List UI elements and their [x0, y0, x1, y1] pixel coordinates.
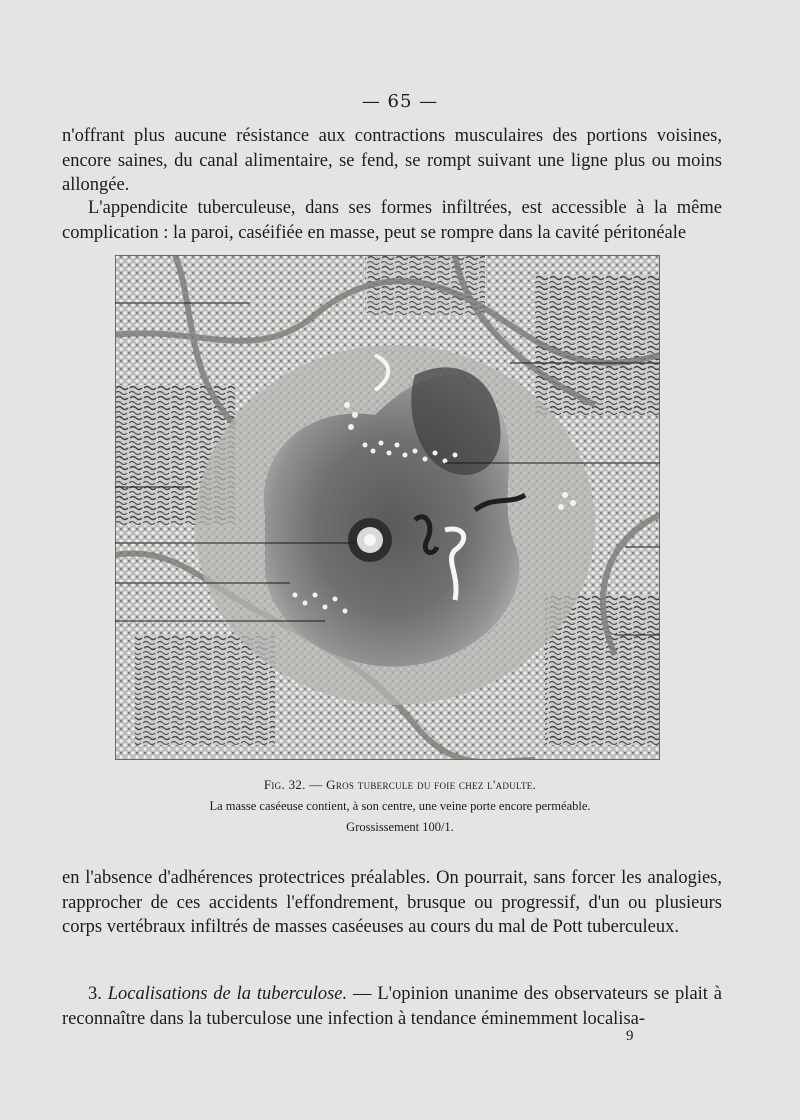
section-number: 3.	[88, 984, 102, 1004]
paragraph-4	[62, 982, 722, 1031]
signature-mark: 9	[626, 1028, 634, 1044]
section-text: — L'opinion unanime des observateurs se plait à reconnaître dans la tuberculose une infection à tendance éminemment localisa-	[62, 984, 723, 1029]
section-title: Localisations de la tuberculose.	[107, 984, 348, 1004]
figure-caption-description: La masse caséeuse contient, à son centre, une veine porte encore perméable.	[209, 799, 591, 813]
figure-caption-magnification: Grossissement 100/1.	[346, 820, 454, 834]
page-number: — 65 —	[361, 91, 439, 112]
histology-figure	[115, 255, 660, 760]
paragraph-2: L'appendicite tuberculeuse, dans ses formes infiltrées, est accessible à la même complication : la paroi, caséifiée en masse, peut se rompre dans la cavité péritonéale	[62, 198, 722, 243]
liver-tubercle-illustration	[115, 255, 660, 760]
figure-title: Gros tubercule du foie chez l'adulte.	[326, 777, 537, 792]
paragraph-1: n'offrant plus aucune résistance aux contractions musculaires des portions voisines, encore saines, du canal alimentaire, se fend, se rompt suivant une ligne plus ou moins allongée.	[62, 126, 722, 195]
paragraph-3: en l'absence d'adhérences protectrices préalables. On pourrait, sans forcer les analogies, rapprocher de ces accidents l'effondrement, brusque ou progressif, d'un ou plusieurs corps vertébraux infiltrés de masses caséeuses au cours du mal de Pott tuberculeux.	[62, 868, 722, 937]
figure-caption-title	[0, 777, 800, 793]
figure-number: Fig. 32. —	[263, 777, 323, 792]
